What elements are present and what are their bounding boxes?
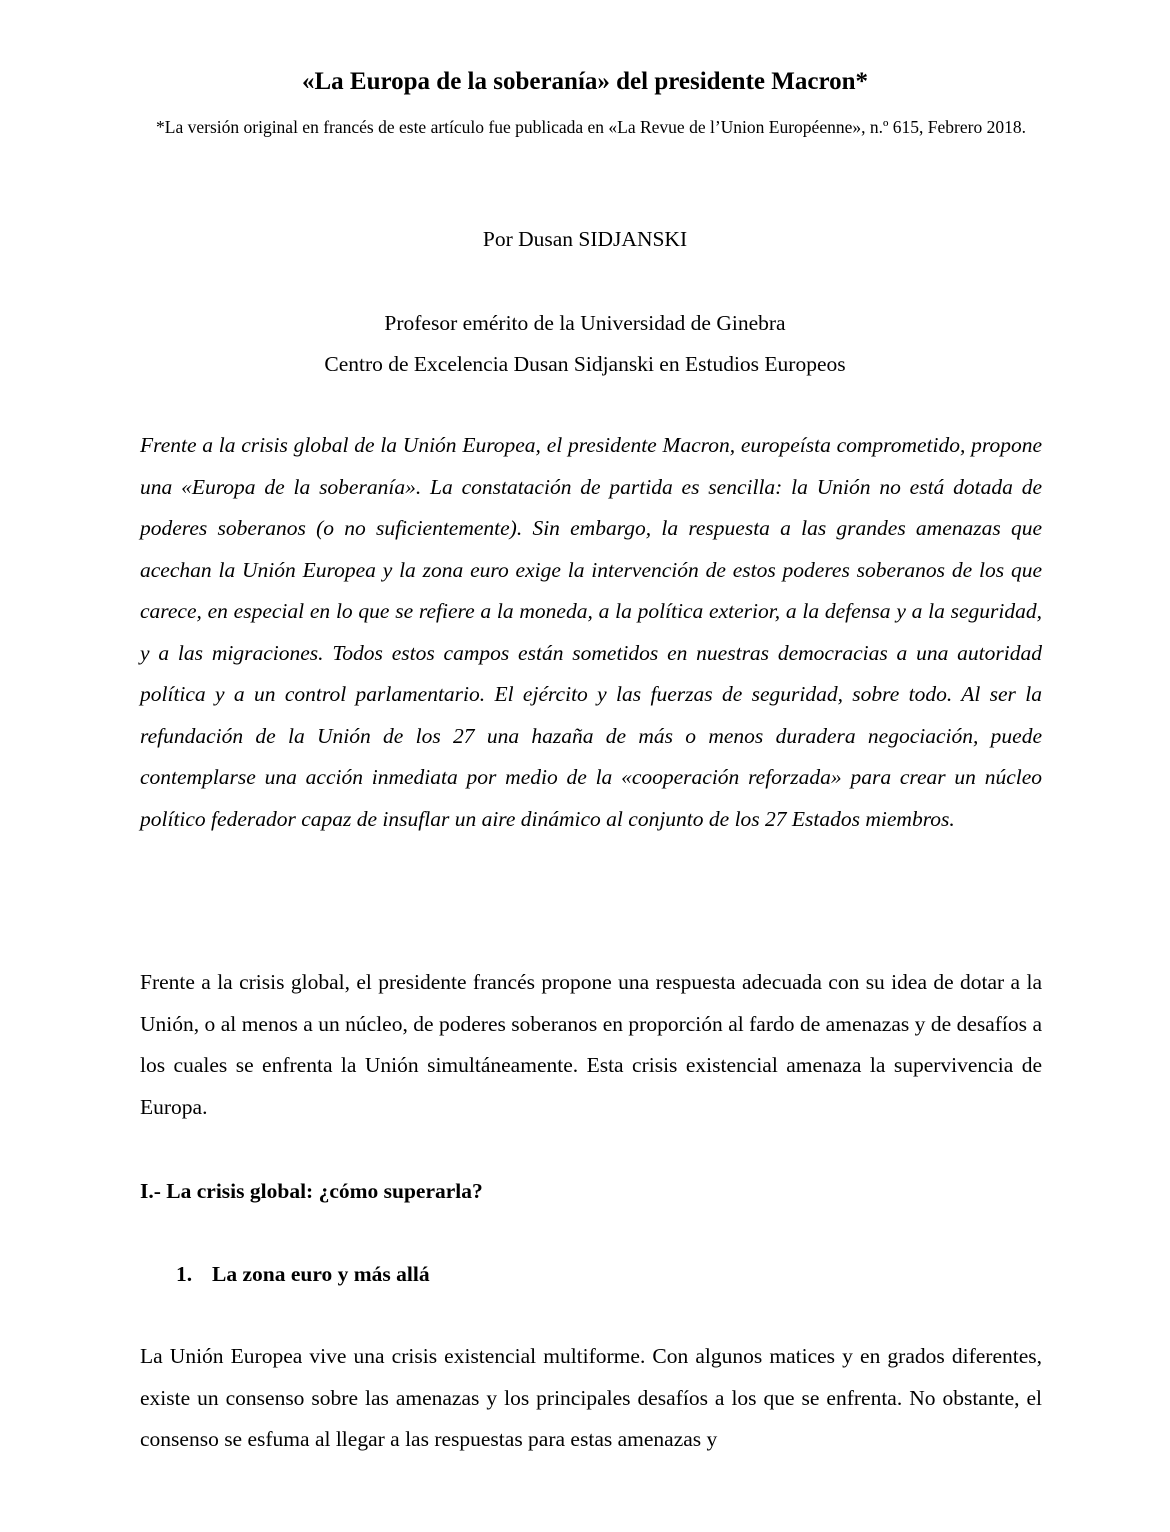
author-byline: Por Dusan SIDJANSKI — [482, 227, 688, 251]
section-heading: I.- La crisis global: ¿cómo superarla? — [140, 1179, 483, 1203]
abstract-paragraph: Frente a la crisis global de la Unión Europea, el presidente Macron, europeísta comprometido, propone una «Europa de la soberanía». La constatación de partida es sencilla: la Unión no está dotada de poderes soberanos (o no suficientemente). Sin embargo, la respuesta a las grandes amenazas que acechan la Unión Europea y la zona euro exige la intervención de estos poderes soberanos de los que carece, en especial en lo que se refiere a la moneda, a la política exterior, a la defensa y a la seguridad, y a las migraciones. Todos estos campos están sometidos en nuestras democracias a una autoridad política y a un control parlamentario. El ejército y las fuerzas de seguridad, sobre todo. Al ser la refundación de la Unión de los 27 una hazaña de más o menos duradera negociación, puede contemplarse una acción inmediata por medio de la «cooperación reforzada» para crear un núcleo político federador capaz de insuflar un aire dinámico al conjunto de los 27 Estados miembros. — [140, 433, 1042, 831]
author-affiliation — [0, 303, 1170, 385]
affiliation-line-university: Profesor emérito de la Universidad de Ginebra — [384, 311, 786, 335]
affiliation-line-centre: Centro de Excelencia Dusan Sidjanski en Estudios Europeos — [324, 352, 846, 376]
translation-footnote: *La versión original en francés de este artículo fue publicada en «La Revue de l’Union Européenne», n.º 615, Febrero 2018. — [156, 117, 1026, 137]
subsection-label: La zona euro y más allá — [212, 1262, 430, 1286]
intro-paragraph: Frente a la crisis global, el presidente francés propone una respuesta adecuada con su idea de dotar a la Unión, o al menos a un núcleo, de poderes soberanos en proporción al fardo de amenazas y de desafíos a los cuales se enfrenta la Unión simultáneamente. Esta crisis existencial amenaza la supervivencia de Europa. — [140, 970, 1042, 1119]
document-title: «La Europa de la soberanía» del presidente Macron* — [301, 68, 868, 95]
body-paragraph: La Unión Europea vive una crisis existencial multiforme. Con algunos matices y en grados diferentes, existe un consenso sobre las amenazas y los principales desafíos a los que se enfrenta. No obstante, el consenso se esfuma al llegar a las respuestas para estas amenazas y — [140, 1344, 1042, 1451]
subsection-number: 1. — [176, 1262, 193, 1286]
subsection-heading — [176, 1254, 430, 1295]
